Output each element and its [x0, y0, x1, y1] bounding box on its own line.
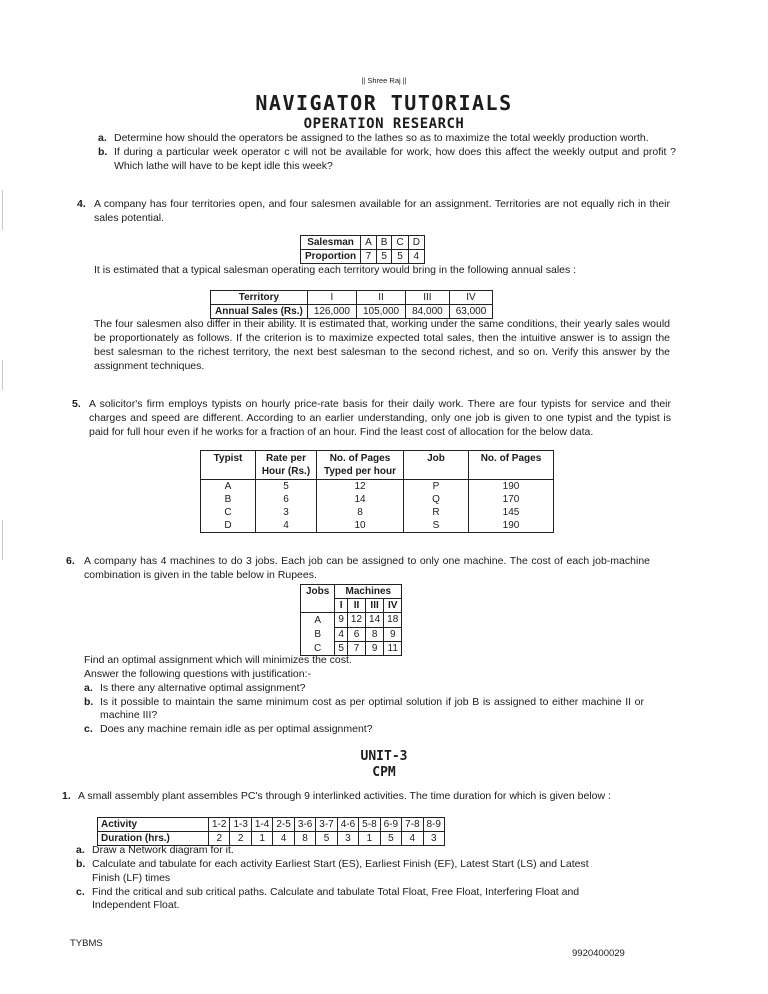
table-row: Duration (hrs.) 2 2 1 4 8 5 3 1 5 4 3: [98, 832, 445, 846]
table-row: C 3 8 R 145: [201, 506, 554, 519]
q6-part-a: a. Is there any alternative optimal assignment?: [84, 681, 306, 694]
activity-table: [97, 817, 445, 846]
u3-q1-number: 1.: [62, 790, 71, 802]
footer-phone: 9920400029: [572, 948, 625, 959]
scan-edge-mark: [2, 360, 3, 390]
q6-part-b: b. Is it possible to maintain the same minimum cost as per optimal solution if job B is assigned to either machine II or machine III?: [84, 695, 644, 722]
u3-q1-part-a: a. Draw a Network diagram for it.: [76, 844, 234, 856]
q6-part-c: c. Does any machine remain idle as per optimal assignment?: [84, 723, 373, 736]
territory-table: [210, 290, 493, 319]
subject-title: OPERATION RESEARCH: [303, 116, 465, 132]
q6-intro: A company has 4 machines to do 3 jobs. Each job can be assigned to only one machine. The cost of each job-machine combination is given in the table below in Rupees.: [84, 555, 650, 581]
q3-parts: [98, 132, 676, 174]
machine-cost-table: [300, 584, 402, 656]
table-row: Salesman A B C D: [301, 236, 425, 250]
table-row: Annual Sales (Rs.) 126,000 105,000 84,000 63,000: [211, 305, 493, 319]
table-header-row: Typist Rate per Hour (Rs.) No. of Pages Typed per hour Job No. of Pages: [201, 451, 554, 480]
table-row: Territory I II III IV: [211, 291, 493, 305]
table-row: D 4 10 S 190: [201, 519, 554, 533]
u3-q1-parts: [76, 844, 596, 913]
table-row: Proportion 7 5 5 4: [301, 250, 425, 264]
table-header-row: I II III IV: [301, 599, 402, 613]
q3-part-b: b. If during a particular week operator c will not be available for work, how does this affect the weekly output and profit ? Which lathe will have to be kept idle this week?: [98, 145, 676, 172]
q6-number: 6.: [66, 555, 75, 567]
table-row: A 9 12 14 18: [301, 613, 402, 627]
table-row: Activity 1-2 1-3 1-4 2-5 3-6 3-7 4-6 5-8 6-9 7-8 8-9: [98, 818, 445, 832]
table-row: A 5 12 P 190: [201, 480, 554, 494]
typist-table: [200, 450, 554, 533]
q6-find: Find an optimal assignment which will minimizes the cost.: [84, 654, 352, 666]
q6-questions: [84, 654, 644, 737]
shree-line: || Shree Raj ||: [361, 76, 407, 85]
unit-subtitle: CPM: [372, 765, 396, 780]
u3-q1-part-b: b. Calculate and tabulate for each activity Earliest Start (ES), Earliest Finish (EF), Latest Start (LS) and Latest Finish (LF) times: [76, 857, 589, 884]
table-header-row: Jobs Machines: [301, 585, 402, 599]
scan-edge-mark: [2, 190, 3, 230]
q4-outro: The four salesmen also differ in their ability. It is estimated that, working under the same conditions, their yearly sales would be proportionately as follows. If the criterion is to maximize expected total sales, then the intuitive answer is to assign the best salesman to the richest territory, the next best salesman to the second richest, and so on. Verify this answer by the assignment techniques.: [94, 318, 670, 372]
table-row: B 4 6 8 9: [301, 627, 402, 641]
q4-intro: A company has four territories open, and four salesmen available for an assignment. Territories are not equally rich in their sales potential.: [94, 198, 670, 224]
table-row: C 5 7 9 11: [301, 641, 402, 655]
scan-edge-mark: [2, 520, 3, 560]
q5-intro: A solicitor's firm employs typists on hourly price-rate basis for their daily work. There are four typists for service and their charges and speed are different. According to an earlier understanding, only one job is given to one typist and the typist is paid for full hour even if he works for a fraction of an hour. Find the least cost of allocation for the below data.: [89, 398, 671, 438]
table-row: B 6 14 Q 170: [201, 493, 554, 506]
brand-title: NAVIGATOR TUTORIALS: [255, 91, 513, 115]
salesman-table: [300, 235, 425, 264]
q5-number: 5.: [72, 398, 81, 410]
q3-part-a: a. Determine how should the operators be assigned to the lathes so as to maximize the total weekly production worth.: [98, 132, 649, 144]
u3-q1-intro: A small assembly plant assembles PC's through 9 interlinked activities. The time duration for which is given below :: [78, 790, 611, 802]
q4-number: 4.: [77, 198, 86, 210]
u3-q1-part-c: c. Find the critical and sub critical paths. Calculate and tabulate Total Float, Free Float, Interfering Float and Independent Float.: [76, 885, 580, 912]
q4-mid: It is estimated that a typical salesman operating each territory would bring in the following annual sales :: [94, 264, 577, 276]
q6-answer-prompt: Answer the following questions with justification:-: [84, 667, 312, 680]
unit-title: UNIT-3: [360, 749, 408, 764]
footer-course: TYBMS: [70, 938, 103, 949]
